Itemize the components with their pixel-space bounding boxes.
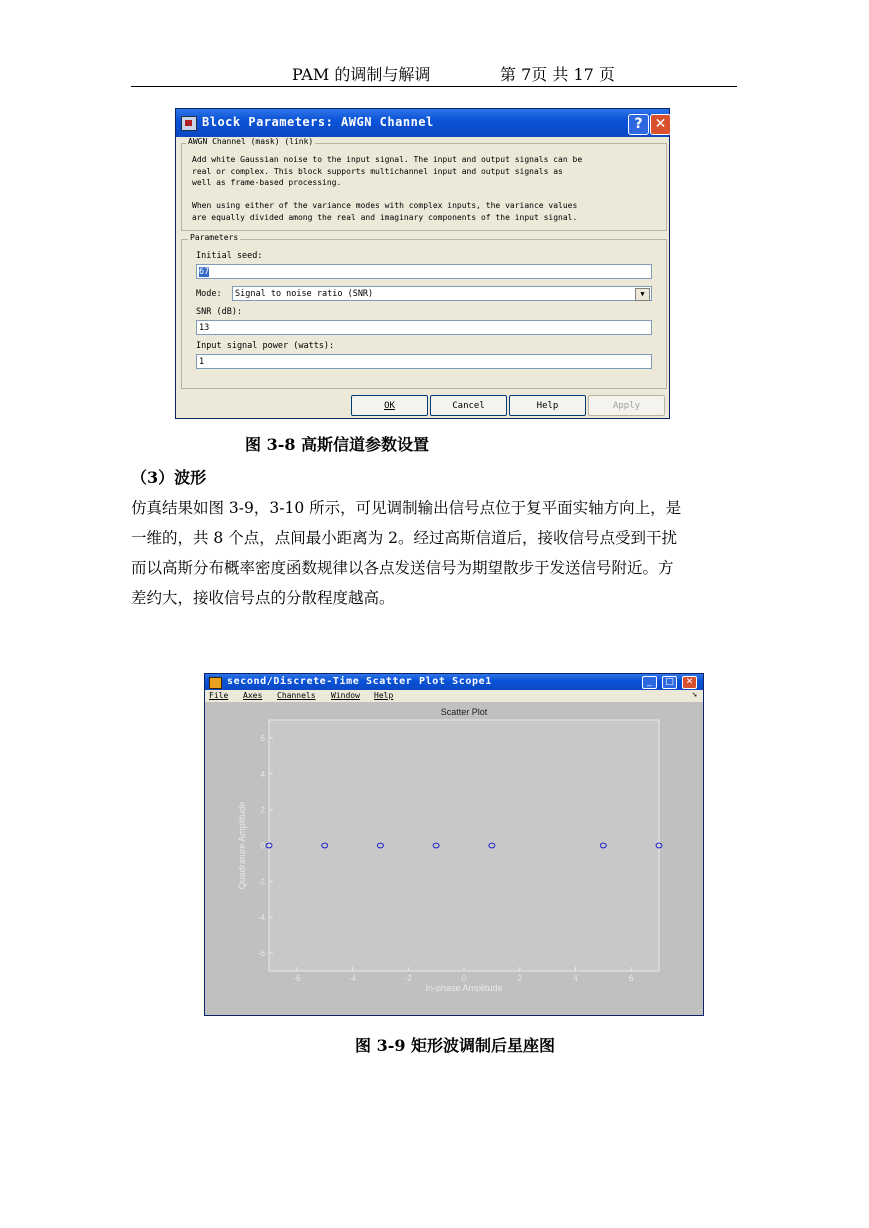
y-tick-label: -6	[257, 949, 265, 959]
y-tick-label: -4	[257, 913, 265, 923]
apply-button[interactable]: Apply	[588, 395, 665, 416]
menu-window[interactable]: Window	[331, 691, 360, 700]
paragraph-line-2: 一维的，共 8 个点，点间最小距离为 2。经过高斯信道后，接收信号点受到干扰	[131, 529, 678, 547]
dialog-titlebar[interactable]	[176, 109, 669, 137]
dock-arrow-icon[interactable]: ➘	[692, 690, 697, 699]
dialog-title: Block Parameters: AWGN Channel	[202, 115, 434, 129]
initial-seed-value: 67	[199, 267, 210, 277]
x-tick-label: -2	[404, 974, 412, 983]
block-parameters-dialog	[175, 108, 670, 419]
x-tick-label: 4	[573, 974, 578, 983]
menu-axes[interactable]: Axes	[243, 691, 263, 700]
mask-title: AWGN Channel (mask) (link)	[188, 137, 314, 146]
scatter-plot	[205, 702, 703, 1016]
help-button[interactable]: Help	[509, 395, 586, 416]
paragraph-line-1: 仿真结果如图 3-9，3-10 所示，可见调制输出信号点位于复平面实轴方向上，是	[131, 499, 682, 517]
snr-field[interactable]: 13	[196, 320, 652, 335]
menu-channels[interactable]: Channels	[277, 691, 316, 700]
input-power-label: Input signal power (watts):	[196, 341, 335, 351]
y-tick-label: 4	[260, 769, 265, 779]
input-power-field[interactable]: 1	[196, 354, 652, 369]
parameters-title: Parameters	[190, 233, 239, 242]
close-icon[interactable]: ✕	[650, 114, 671, 135]
y-axis-label: Quadrature Amplitude	[237, 801, 247, 890]
paragraph-line-4: 差约大，接收信号点的分散程度越高。	[131, 589, 395, 607]
mode-select[interactable]	[232, 286, 652, 301]
x-tick-label: -6	[293, 974, 301, 983]
initial-seed-field[interactable]	[196, 264, 652, 279]
x-tick-label: -4	[349, 974, 357, 983]
header-rule	[131, 86, 737, 87]
matlab-figure-icon	[209, 677, 222, 689]
scope-menubar	[205, 690, 703, 702]
chevron-down-icon[interactable]: ▼	[635, 288, 650, 301]
page-header-title: PAM 的调制与解调	[292, 65, 431, 84]
y-tick-label: -2	[257, 877, 265, 887]
x-tick-label: 6	[628, 974, 634, 983]
figure-caption-3-8: 图 3-8 高斯信道参数设置	[245, 435, 430, 454]
mode-value: Signal to noise ratio (SNR)	[235, 289, 374, 299]
x-tick-label: 0	[461, 974, 467, 983]
minimize-icon[interactable]: _	[642, 676, 657, 689]
menu-file[interactable]: File	[209, 691, 229, 700]
scatter-plot-scope-window	[204, 673, 704, 1016]
y-tick-label: 6	[260, 733, 265, 743]
simulink-block-icon	[181, 116, 197, 131]
x-tick-label: 2	[517, 974, 522, 983]
y-tick-label: 2	[260, 805, 265, 815]
y-tick-label: 0	[260, 841, 265, 851]
description-text-2: When using either of the variance modes with complex inputs, the variance values are equally divided among the real and imaginary components of the input signal.	[192, 201, 578, 222]
help-icon[interactable]: ?	[628, 114, 649, 135]
scope-titlebar[interactable]	[205, 674, 703, 690]
x-axis-label: In-phase Amplitude	[425, 983, 503, 993]
page-header-page-info: 第 7页 共 17 页	[500, 65, 615, 84]
chart-title: Scatter Plot	[440, 707, 488, 717]
menu-help[interactable]: Help	[374, 691, 394, 700]
figure-caption-3-9: 图 3-9 矩形波调制后星座图	[355, 1036, 556, 1055]
close-icon[interactable]: ✕	[682, 676, 697, 689]
snr-label: SNR (dB):	[196, 307, 243, 317]
section-heading: （3）波形	[131, 468, 207, 487]
maximize-icon[interactable]: □	[662, 676, 677, 689]
scope-title: second/Discrete-Time Scatter Plot Scope1	[227, 676, 492, 687]
initial-seed-label: Initial seed:	[196, 251, 263, 261]
mode-label: Mode:	[196, 289, 222, 299]
paragraph-line-3: 而以高斯分布概率密度函数规律以各点发送信号为期望散步于发送信号附近。方	[131, 559, 674, 577]
description-text-1: Add white Gaussian noise to the input signal. The input and output signals can be real or complex. This block supports multichannel input and output signals as well as frame-based processing.	[192, 155, 583, 187]
ok-button[interactable]: OK	[351, 395, 428, 416]
cancel-button[interactable]: Cancel	[430, 395, 507, 416]
